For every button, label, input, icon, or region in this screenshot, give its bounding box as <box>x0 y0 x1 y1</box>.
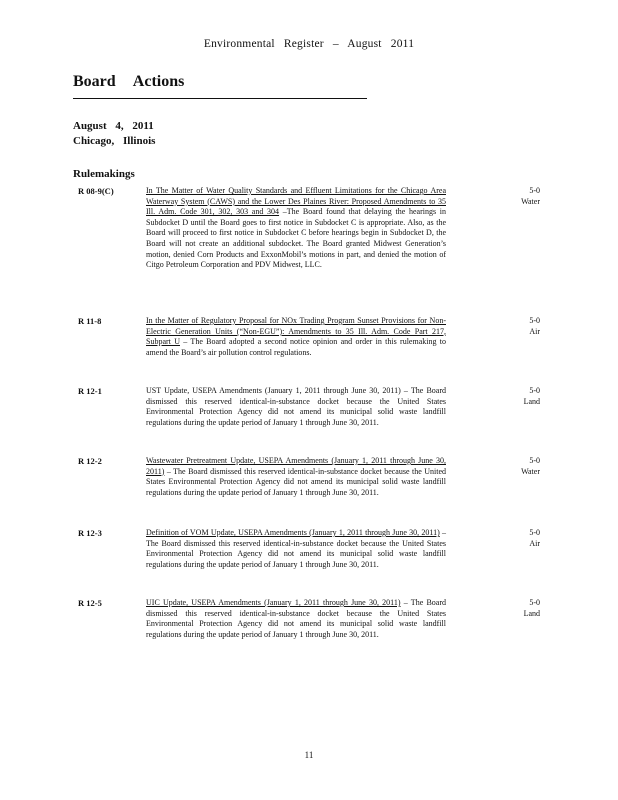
entry-title: Wastewater Pretreatment Update, USEPA Amendments (January 1, 2011 through June 30, 2011) <box>146 456 446 476</box>
docket-number: R 08-9(C) <box>78 186 114 196</box>
vote-count: 5-0 <box>529 316 540 325</box>
vote-info <box>480 186 540 207</box>
vote-info <box>480 316 540 337</box>
meeting-location: Chicago, Illinois <box>73 135 156 147</box>
page-number: 11 <box>304 750 314 760</box>
entry-description <box>146 598 446 640</box>
media-type: Air <box>529 326 540 336</box>
entry-text: – The Board dismissed this reserved identical-in-substance docket because the United States Environmental Protection Agency did not amend its municipal solid waste landfill regulations during the update period of January 1 through June 30, 2011. <box>146 528 447 569</box>
docket-number: R 12-3 <box>78 528 102 538</box>
media-type: Air <box>529 538 540 548</box>
vote-count: 5-0 <box>529 598 540 607</box>
entry-description <box>146 456 446 498</box>
entry-text: – The Board dismissed this reserved identical-in-substance docket because the United States Environmental Protection Agency did not amend its municipal solid waste landfill regulations during the update period of January 1 through June 30, 2011. <box>146 598 447 639</box>
entry-title: UIC Update, USEPA Amendments (January 1, 2011 through June 30, 2011) <box>146 598 401 607</box>
docket-number: R 12-1 <box>78 386 102 396</box>
vote-count: 5-0 <box>529 186 540 195</box>
entry-text: –The Board found that delaying the hearings in Subdocket D until the Board goes to first notice in Subdocket C is appropriate. Also, as the Board will proceed to first notice in Subdocket C before hearings begin in Subdocket D, the Board will not create an additional subdocket. The Board granted Midwest Generation’s motion, denied Corn Products and ExxonMobil’s motions in part, and denied the motion of Citgo Petroleum Corporation and PDV Midwest, LLC. <box>146 207 447 270</box>
vote-count: 5-0 <box>529 386 540 395</box>
page-title: Board Actions <box>73 73 185 90</box>
docket-number: R 12-5 <box>78 598 102 608</box>
title-divider <box>73 98 367 99</box>
running-header: Environmental Register – August 2011 <box>203 38 415 50</box>
entry-description <box>146 528 446 570</box>
entry-description <box>146 186 446 271</box>
entry-text: UST Update, USEPA Amendments (January 1, 2011 through June 30, 2011) – The Board dismissed this reserved identical-in-substance docket because the United States Environmental Protection Agency did not amend its municipal solid waste landfill regulations during the update period of January 1 through June 30, 2011. <box>146 386 446 427</box>
media-type: Land <box>523 396 540 406</box>
vote-count: 5-0 <box>529 456 540 465</box>
section-heading: Rulemakings <box>73 168 135 180</box>
vote-info <box>480 386 540 407</box>
vote-info <box>480 598 540 619</box>
vote-info <box>480 456 540 477</box>
entry-title: In The Matter of Water Quality Standards and Effluent Limitations for the Chicago Area Waterway System (CAWS) and the Lower Des Plaines River: Proposed Amendments to 35 Ill. Adm. Code 301, 302, 303 and 304 <box>146 186 446 217</box>
meeting-date: August 4, 2011 <box>73 120 154 132</box>
vote-info <box>480 528 540 549</box>
entry-description <box>146 316 446 358</box>
entry-description <box>146 386 446 428</box>
media-type: Water <box>521 466 540 476</box>
docket-number: R 12-2 <box>78 456 102 466</box>
entry-text: – The Board dismissed this reserved identical-in-substance docket because the United States Environmental Protection Agency did not amend its municipal solid waste landfill regulations during the update period of January 1 through June 30, 2011. <box>146 466 446 497</box>
media-type: Land <box>523 608 540 618</box>
entry-text: – The Board adopted a second notice opinion and order in this rulemaking to amend the Board’s air pollution control regulations. <box>146 337 446 357</box>
entry-title: Definition of VOM Update, USEPA Amendments (January 1, 2011 through June 30, 2011) <box>146 528 440 537</box>
entry-title: In the Matter of Regulatory Proposal for NOx Trading Program Sunset Provisions for Non-Electric Generation Units (“Non-EGU”): Amendments to 35 Ill. Adm. Code Part 217, Subpart U <box>146 316 446 347</box>
media-type: Water <box>521 196 540 206</box>
vote-count: 5-0 <box>529 528 540 537</box>
docket-number: R 11-8 <box>78 316 102 326</box>
